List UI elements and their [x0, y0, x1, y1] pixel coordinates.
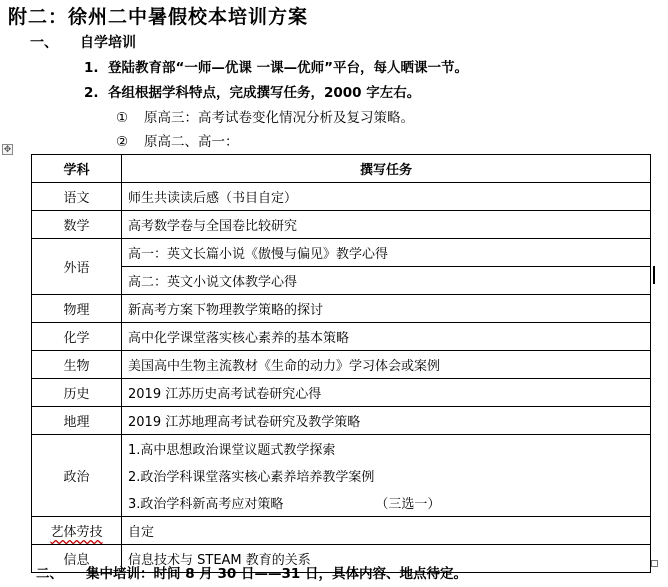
sub-item-2-text: 原高二、高一： [144, 134, 239, 150]
table-row [32, 323, 651, 351]
table-row [32, 351, 651, 379]
list-item-1-text: 登陆教育部“一师—优课 一课—优师”平台，每人晒课一节。 [108, 60, 468, 76]
task-cell: 高二：英文小说文体教学心得 [122, 267, 651, 295]
task-cell: 高考数学卷与全国卷比较研究 [122, 211, 651, 239]
sub-item-2-mark: ② [116, 134, 129, 150]
list-item-2-number: 2. [84, 85, 99, 101]
header-subject: 学科 [32, 155, 122, 183]
task-cell: 美国高中生物主流教材《生命的动力》学习体会或案例 [122, 351, 651, 379]
subject-cell: 信息 [32, 545, 122, 573]
section-1-number: 一、 [30, 35, 58, 51]
task-cell [122, 489, 651, 517]
task-cell: 新高考方案下物理教学策略的探讨 [122, 295, 651, 323]
list-item-1-number: 1. [84, 60, 99, 76]
table-row [32, 295, 651, 323]
subject-cell: 历史 [32, 379, 122, 407]
text-cursor [653, 266, 655, 284]
list-item-1 [84, 56, 468, 76]
sub-item-2 [116, 130, 239, 150]
document-title: 附二：徐州二中暑假校本培训方案 [8, 6, 309, 28]
subject-cell: 生物 [32, 351, 122, 379]
subject-cell: 化学 [32, 323, 122, 351]
table-row [32, 517, 651, 545]
table-row [32, 211, 651, 239]
sub-item-1-text: 原高三：高考试卷变化情况分析及复习策略。 [144, 110, 414, 126]
table-row [32, 407, 651, 435]
table-row [32, 435, 651, 463]
choose-one-note: （三选一） [375, 497, 441, 512]
task-cell: 1.高中思想政治课堂议题式教学探索 [122, 435, 651, 463]
sub-item-1-mark: ① [116, 110, 129, 126]
subject-cell: 物理 [32, 295, 122, 323]
table-row [32, 489, 651, 517]
subject-cell: 外语 [32, 239, 122, 295]
task-cell: 2.政治学科课堂落实核心素养培养教学案例 [122, 462, 651, 489]
task-text: 3.政治学科新高考应对策略 [128, 497, 284, 512]
section-2-number: 二、 [36, 566, 63, 582]
task-cell: 师生共读读后感（书目自定） [122, 183, 651, 211]
task-cell: 2019 江苏历史高考试卷研究心得 [122, 379, 651, 407]
section-1-heading [30, 32, 136, 52]
table-row [32, 379, 651, 407]
subject-cell: 数学 [32, 211, 122, 239]
section-2-heading [36, 562, 467, 582]
training-plan-table [31, 154, 651, 573]
table-row [32, 267, 651, 295]
subject-cell: 语文 [32, 183, 122, 211]
task-cell: 自定 [122, 517, 651, 545]
task-cell: 高一：英文长篇小说《傲慢与偏见》教学心得 [122, 239, 651, 267]
table-row [32, 462, 651, 489]
header-task: 撰写任务 [122, 155, 651, 183]
task-cell: 高中化学课堂落实核心素养的基本策略 [122, 323, 651, 351]
subject-cell: 地理 [32, 407, 122, 435]
table-header-row [32, 155, 651, 183]
table-row [32, 239, 651, 267]
table-resize-handle-icon[interactable] [651, 560, 658, 567]
subject-cell: 政治 [32, 435, 122, 517]
table-move-handle-icon[interactable]: ✥ [3, 145, 12, 155]
subject-text: 艺体劳技 [50, 525, 103, 540]
task-cell: 2019 江苏地理高考试卷研究及教学策略 [122, 407, 651, 435]
list-item-2 [84, 81, 420, 101]
subject-cell [32, 517, 122, 545]
task-cell: 信息技术与 STEAM 教育的关系 [122, 545, 651, 573]
list-item-2-text: 各组根据学科特点，完成撰写任务，2000 字左右。 [108, 85, 421, 101]
table-row [32, 183, 651, 211]
sub-item-1 [116, 106, 414, 126]
section-1-title: 自学培训 [80, 35, 136, 51]
section-2-text: 集中培训：时间 8 月 30 日——31 日，具体内容、地点待定。 [86, 566, 467, 582]
